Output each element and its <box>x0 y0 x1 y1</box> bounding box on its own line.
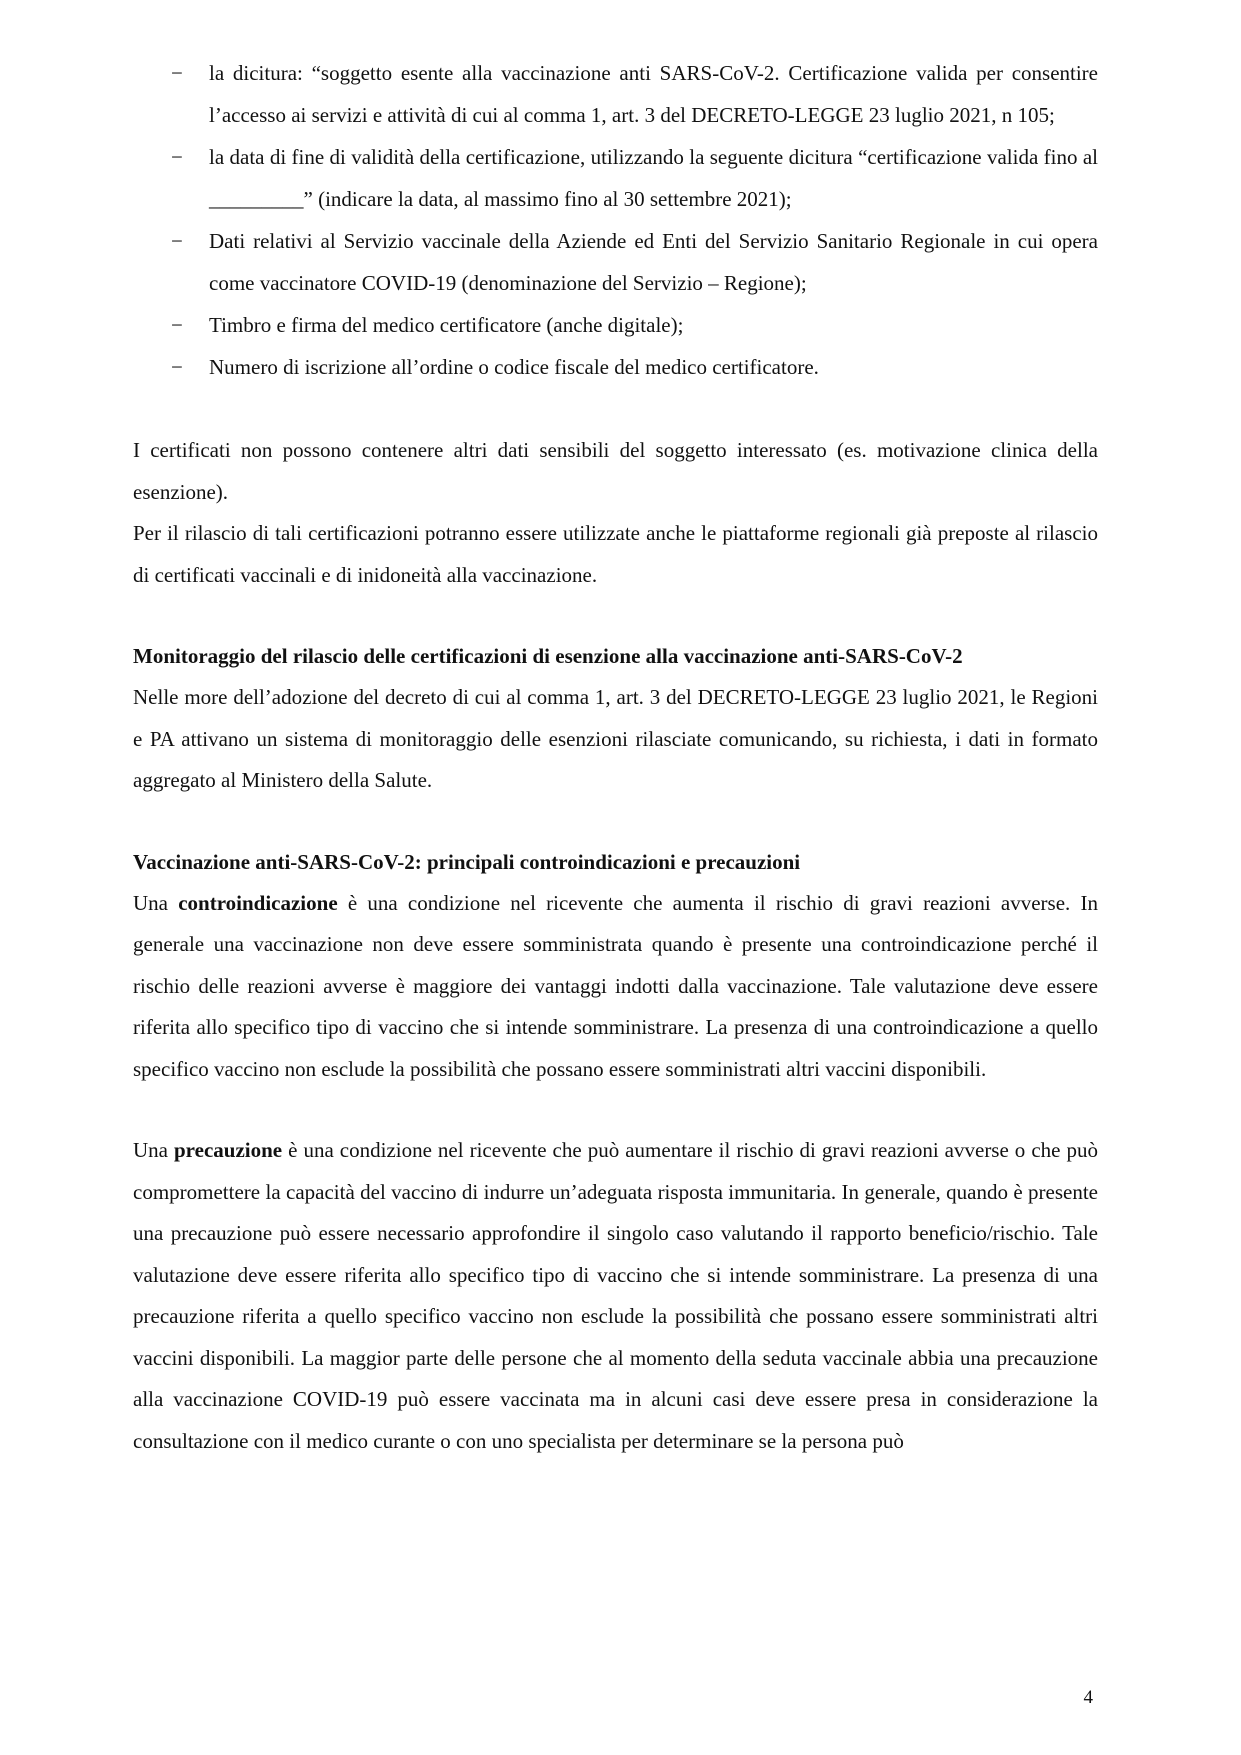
paragraph-lead: Una <box>133 890 179 915</box>
dash-bullet: − <box>171 355 183 379</box>
paragraph-body: è una condizione nel ricevente che può aumentare il rischio di gravi reazioni avverse o che può compromettere la capacità del vaccino di indurre un’adeguata risposta immunitaria. In generale, quando è presente una precauzione può essere necessario approfondire il singolo caso valutando il rapporto beneficio/rischio. Tale valutazione deve essere riferita allo specifico tipo di vaccino che si intende somministrare. La presenza di una precauzione riferita a quello specifico vaccino non esclude la possibilità che possano essere somministrati altri vaccini disponibili. La maggior parte delle persone che al momento della seduta vaccinale abbia una precauzione alla vaccinazione COVID-19 può essere vaccinata ma in alcuni casi deve essere presa in considerazione la consultazione con il medico curante o con uno specialista per determinare se la persona può <box>133 1138 1098 1453</box>
list-item <box>133 136 1098 220</box>
spacer <box>133 596 1098 636</box>
dash-bullet: − <box>171 145 183 169</box>
list-item <box>133 304 1098 346</box>
spacer <box>133 1090 1098 1130</box>
paragraph-certificati: I certificati non possono contenere altri dati sensibili del soggetto interessato (es. motivazione clinica della esenzione). <box>133 438 1098 504</box>
spacer <box>133 388 1098 430</box>
paragraph-precauzione <box>133 1130 1098 1462</box>
section-heading-vaccinazione: Vaccinazione anti-SARS-CoV-2: principali controindicazioni e precauzioni <box>133 849 801 874</box>
paragraph-lead: Una <box>133 1138 174 1162</box>
spacer <box>133 802 1098 842</box>
term-precauzione: precauzione <box>174 1138 283 1162</box>
dash-bullet: − <box>171 313 183 337</box>
list-item <box>133 220 1130 304</box>
list-item-text: Timbro e firma del medico certificatore (anche digitale); <box>209 313 684 337</box>
page-number: 4 <box>1083 1687 1093 1708</box>
page-content <box>133 52 1130 1462</box>
list-item-text: la data di fine di validità della certificazione, utilizzando la seguente dicitura “certificazione valida fino al _________” (indicare la data, al massimo fino al 30 settembre 2021); <box>209 145 1098 211</box>
section-heading-monitoraggio: Monitoraggio del rilascio delle certificazioni di esenzione alla vaccinazione anti-SARS-CoV-2 <box>133 644 963 668</box>
list-item <box>133 52 1098 136</box>
list-item-text: la dicitura: “soggetto esente alla vaccinazione anti SARS-CoV-2. Certificazione valida per consentire l’accesso ai servizi e attività di cui al comma 1, art. 3 del DECRETO-LEGGE 23 luglio 2021, n 105; <box>209 61 1098 127</box>
paragraph-monitoraggio: Nelle more dell’adozione del decreto di cui al comma 1, art. 3 del DECRETO-LEGGE 23 luglio 2021, le Regioni e PA attivano un sistema di monitoraggio delle esenzioni rilasciate comunicando, su richiesta, i dati in formato aggregato al Ministero della Salute. <box>133 685 1098 792</box>
paragraph-controindicazione <box>133 883 1098 1091</box>
list-item <box>133 346 1098 388</box>
list-item-text: Dati relativi al Servizio vaccinale della Aziende ed Enti del Servizio Sanitario Regionale in cui opera come vaccinatore COVID-19 (denominazione del Servizio – Regione); <box>209 229 1130 295</box>
paragraph-body: è una condizione nel ricevente che aumenta il rischio di gravi reazioni avverse. In generale una vaccinazione non deve essere somministrata quando è presente una controindicazione perché il rischio delle reazioni avverse è maggiore dei vantaggi indotti dalla vaccinazione. Tale valutazione deve essere riferita allo specifico tipo di vaccino che si intende somministrare. La presenza di una controindicazione a quello specifico vaccino non esclude la possibilità che possano essere somministrati altri vaccini disponibili. <box>133 890 1098 1081</box>
term-controindicazione: controindicazione <box>178 890 338 915</box>
dash-bullet: − <box>171 61 183 85</box>
paragraph-rilascio: Per il rilascio di tali certificazioni potranno essere utilizzate anche le piattaforme regionali già preposte al rilascio di certificati vaccinali e di inidoneità alla vaccinazione. <box>133 521 1098 587</box>
requirements-list <box>133 52 1130 388</box>
dash-bullet: − <box>171 229 183 253</box>
list-item-text: Numero di iscrizione all’ordine o codice fiscale del medico certificatore. <box>209 355 819 379</box>
